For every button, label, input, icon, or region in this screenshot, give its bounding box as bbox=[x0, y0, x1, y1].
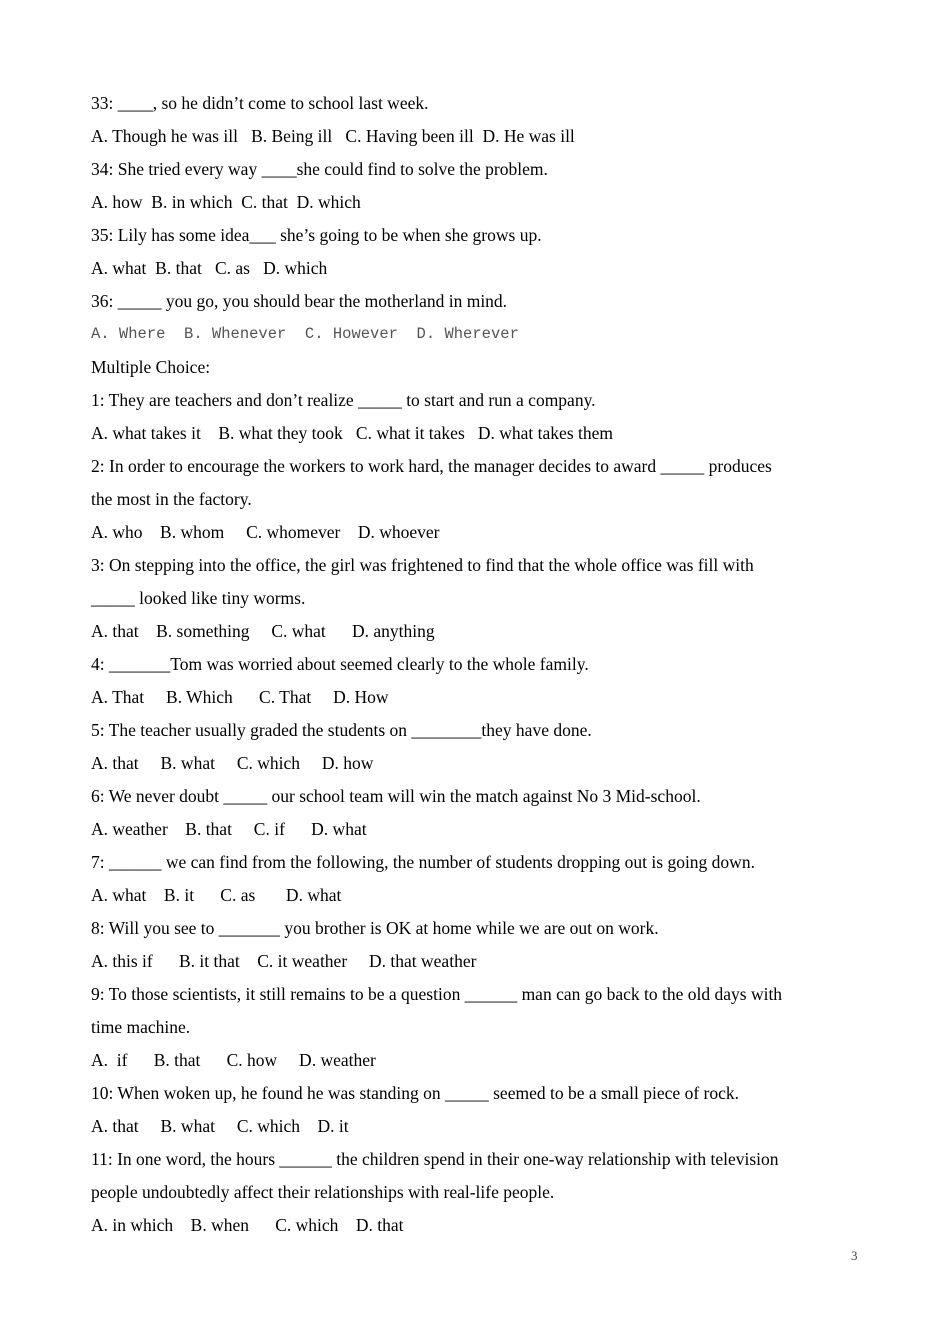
text-line: A. if B. that C. how D. weather bbox=[91, 1050, 376, 1070]
text-line: A. that B. what C. which D. how bbox=[91, 753, 374, 773]
text-line: A. in which B. when C. which D. that bbox=[91, 1215, 404, 1235]
text-line: A. Where B. Whenever C. However D. Wherever bbox=[91, 325, 519, 343]
text-line: 1: They are teachers and don’t realize _____ to start and run a company. bbox=[91, 390, 596, 410]
text-line: A. what takes it B. what they took C. what it takes D. what takes them bbox=[91, 423, 613, 443]
text-line: 5: The teacher usually graded the students on ________they have done. bbox=[91, 720, 592, 740]
text-line: people undoubtedly affect their relationships with real-life people. bbox=[91, 1182, 555, 1202]
text-line: _____ looked like tiny worms. bbox=[91, 588, 306, 608]
text-line: A. what B. that C. as D. which bbox=[91, 258, 328, 278]
text-line: the most in the factory. bbox=[91, 489, 252, 509]
text-line: 3: On stepping into the office, the girl was frightened to find that the whole office was fill with bbox=[91, 555, 754, 575]
text-line: 8: Will you see to _______ you brother is OK at home while we are out on work. bbox=[91, 918, 659, 938]
text-line: A. that B. something C. what D. anything bbox=[91, 621, 435, 641]
text-line: A. what B. it C. as D. what bbox=[91, 885, 342, 905]
text-line: A. who B. whom C. whomever D. whoever bbox=[91, 522, 440, 542]
text-line: 9: To those scientists, it still remains to be a question ______ man can go back to the old days with bbox=[91, 984, 783, 1004]
document-body bbox=[91, 87, 861, 1242]
text-line: 4: _______Tom was worried about seemed clearly to the whole family. bbox=[91, 654, 589, 674]
text-line: 36: _____ you go, you should bear the motherland in mind. bbox=[91, 291, 508, 311]
page-number: 3 bbox=[851, 1248, 858, 1263]
text-line: A. weather B. that C. if D. what bbox=[91, 819, 367, 839]
text-line: 10: When woken up, he found he was standing on _____ seemed to be a small piece of rock. bbox=[91, 1083, 739, 1103]
text-line: time machine. bbox=[91, 1017, 191, 1037]
text-line: 34: She tried every way ____she could find to solve the problem. bbox=[91, 159, 548, 179]
text-line: 33: ____, so he didn’t come to school last week. bbox=[91, 93, 429, 113]
text-line: A. this if B. it that C. it weather D. that weather bbox=[91, 951, 477, 971]
text-line: A. that B. what C. which D. it bbox=[91, 1116, 349, 1136]
text-line: Multiple Choice: bbox=[91, 357, 211, 377]
text-line: A. how B. in which C. that D. which bbox=[91, 192, 361, 212]
text-line: 7: ______ we can find from the following, the number of students dropping out is going down. bbox=[91, 852, 755, 872]
text-line: 11: In one word, the hours ______ the children spend in their one-way relationship with television bbox=[91, 1149, 779, 1169]
text-line: 6: We never doubt _____ our school team will win the match against No 3 Mid-school. bbox=[91, 786, 701, 806]
text-line: A. Though he was ill B. Being ill C. Having been ill D. He was ill bbox=[91, 126, 575, 146]
text-line: A. That B. Which C. That D. How bbox=[91, 687, 389, 707]
text-line: 2: In order to encourage the workers to work hard, the manager decides to award _____ produces bbox=[91, 456, 772, 476]
text-line: 35: Lily has some idea___ she’s going to be when she grows up. bbox=[91, 225, 542, 245]
